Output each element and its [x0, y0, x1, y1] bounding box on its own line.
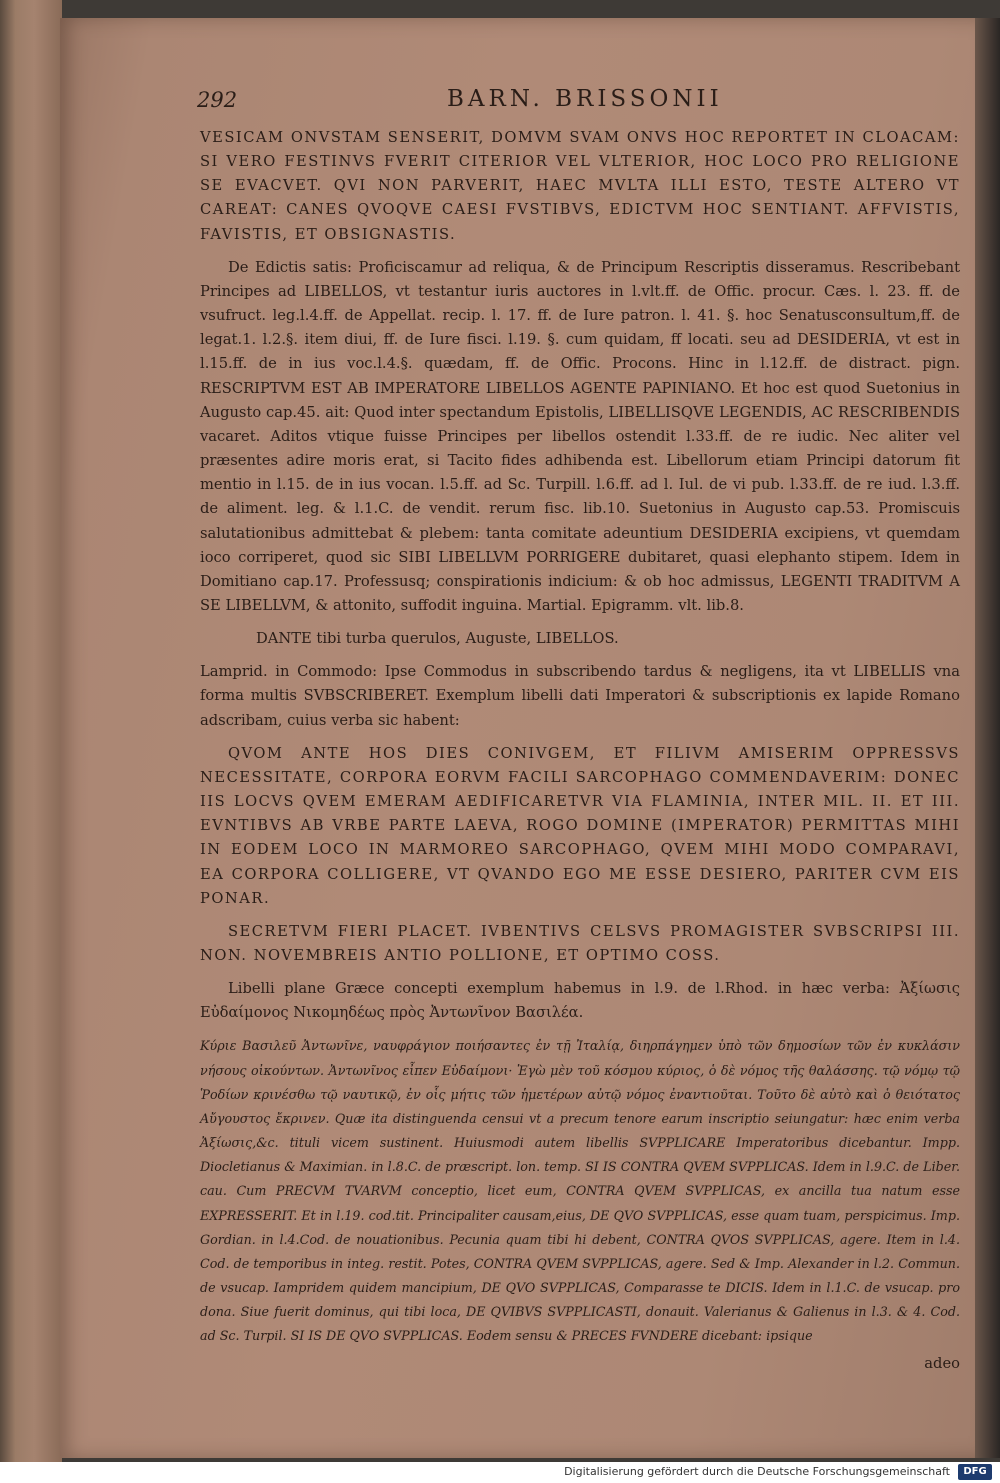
- paragraph-greek-text: Κύριε Βασιλεῦ Ἀντωνῖνε, ναυφράγιον ποιήσαντες ἐν τῇ Ἰταλίᾳ, διηρπάγημεν ὑπὸ τῶν δημοσίων τῶν ἐν κυκλάσιν νήσους οἰκούντων. Ἀντωνῖνος εἶπεν Εὐδαίμονι· Ἐγὼ μὲν τοῦ κόσμου κύριος, ὁ δὲ νόμος τῆς θαλάσσης. τῷ νόμῳ τῷ Ῥοδίων κρινέσθω τῷ ναυτικῷ, ἐν οἷς μήτις τῶν ἡμετέρων αὐτῷ νόμος ἐναντιοῦται. Τοῦτο δὲ αὐτὸ καὶ ὁ θειότατος Αὔγουστος ἔκρινεν. Quæ ita distinguenda censui vt a precum tenore earum inscriptio seiungatur: hæc enim verba Ἀξίωσις,&c. tituli vicem sustinent. Huiusmodi autem libellis SVPPLICARE Imperatoribus dicebantur. Impp. Diocletianus & Maximian. in l.8.C. de præscript. lon. temp. SI IS CONTRA QVEM SVPPLICAS. Idem in l.9.C. de Liber. cau. Cum PRECVM TVARVM conceptio, licet eum, CONTRA QVEM SVPPLICAS, ex ancilla tua natum esse EXPRESSERIT. Et in l.19. cod.tit. Principaliter causam,eius, DE QVO SVPPLICAS, esse quam tuam, perspicimus. Imp. Gordian. in l.4.Cod. de nouationibus. Pecunia quam tibi hi debent, CONTRA QVOS SVPPLICAS, agere. Item in l.4. Cod. de temporibus in integ. restit. Potes, CONTRA QVEM SVPPLICAS, agere. Sed & Imp. Alexander in l.2. Commun. de vsucap. Iampridem quidem mancipium, DE QVO SVPPLICAS, Comparasse te DICIS. Idem in l.1.C. de vsucap. pro dona. Siue fuerit dominus, qui tibi loca, DE QVIBVS SVPPLICASTI, donauit. Valerianus & Galienus in l.3. & 4. Cod. ad Sc. Turpil. SI IS DE QVO SVPPLICAS. Eodem sensu & PRECES FVNDERE dicebant: ipsique: [200, 1038, 960, 1344]
- book-fore-edge: [0, 0, 62, 1462]
- running-head-title: BARN. BRISSONII: [447, 86, 723, 112]
- paragraph-subscription: SECRETVM FIERI PLACET. IVBENTIVS CELSVS PROMAGISTER SVBSCRIPSI III. NON. NOVEMBREIS ANTIO POLLIONE, ET OPTIMO COSS.: [200, 922, 960, 964]
- paragraph-lamprid: Lamprid. in Commodo: Ipse Commodus in subscribendo tardus & negligens, ita vt LIBELLIS vna forma multis SVBSCRIBERET. Exemplum libelli dati Imperatori & subscriptionis ex lapide Romano adscribam, cuius verba sic habent:: [200, 663, 960, 729]
- paragraph-rescripts: De Edictis satis: Proficiscamur ad reliqua, & de Principum Rescriptis disseramus. Rescribebant Principes ad LIBELLOS, vt testantur iuris auctores in l.vlt.ff. de Offic. procur. Cæs. l. 23. ff. de vsufruct. leg.l.4.ff. de Appellat. recip. l. 17. ff. de Iure patron. l. 41. §. hoc Senatusconsultum,ff. de legat.1. l.2.§. item diui, ff. de Iure fisci. l.19. §. cum quidam, ff locati. seu ad DESIDERIA, vt est in l.15.ff. de in ius voc.l.4.§. quædam, ff. de Offic. Procons. Hinc in l.12.ff. de distract. pign. RESCRIPTVM EST AB IMPERATORE LIBELLOS AGENTE PAPINIANO. Et hoc est quod Suetonius in Augusto cap.45. ait: Quod inter spectandum Epistolis, LIBELLISQVE LEGENDIS, AC RESCRIBENDIS vacaret. Aditos vtique fuisse Principes per libellos ostendit l.33.ff. de re iudic. Nec aliter vel præsentes adire moris erat, si Tacito fides adhibenda est. Libellorum etiam Principi datorum fit mentio in l.15. de in ius vocan. l.5.ff. ad Sc. Turpill. l.6.ff. ad l. Iul. de vi pub. l.33.ff. de re iud. l.3.ff. de aliment. leg. & l.1.C. de vendit. rerum fisc. lib.10. Suetonius in Augusto cap.53. Promiscuis salutationibus admittebat & plebem: tanta comitate adeuntium DESIDERIA excipiens, vt quemdam ioco corriperet, quod sic SIBI LIBELLVM PORRIGERE dubitaret, quasi elephanto stipem. Idem in Domitiano cap.17. Professusq; conspirationis indicium: & ob hoc admissus, LEGENTI TRADITVM A SE LIBELLVM, & attonito, suffodit inguina. Martial. Epigramm. vlt. lib.8.: [200, 258, 960, 614]
- running-head: [197, 88, 957, 124]
- funding-notice: Digitalisierung gefördert durch die Deutsche Forschungsgemeinschaft: [564, 1465, 950, 1478]
- paragraph-martial-verse: DANTE tibi turba querulos, Auguste, LIBELLOS.: [256, 630, 619, 648]
- paragraph-greek-libellus: Libelli plane Græce concepti exemplum habemus in l.9. de l.Rhod. in hæc verba: Ἀξίωσις Εὐδαίμονος Νικομηδέως πρὸς Ἀντωνῖνον Βασιλέα.: [200, 980, 960, 1022]
- paragraph-inscription: QVOM ANTE HOS DIES CONIVGEM, ET FILIVM AMISERIM OPPRESSVS NECESSITATE, CORPORA EORVM FACILI SARCOPHAGO COMMENDAVERIM: DONEC IIS LOCVS QVEM EMERAM AEDIFICARETVR VIA FLAMINIA, INTER MIL. II. ET III. EVNTIBVS AB VRBE PARTE LAEVA, ROGO DOMINE (IMPERATOR) PERMITTAS MIHI IN EODEM LOCO IN MARMOREO SARCOPHAGO, QVEM MIHI MODO COMPARAVI, EA CORPORA COLLIGERE, VT QVANDO EGO ME ESSE DESIERO, PARITER CVM EIS PONAR.: [200, 744, 960, 907]
- page-body: [200, 126, 960, 1385]
- page-right-edge: [975, 18, 1000, 1458]
- paragraph-edict-end: VESICAM ONVSTAM SENSERIT, DOMVM SVAM ONVS HOC REPORTET IN CLOACAM: SI VERO FESTINVS FVERIT CITERIOR VEL VLTERIOR, HOC LOCO PRO RELIGIONE SE EVACVET. QVI NON PARVERIT, HAEC MVLTA ILLI ESTO, TESTE ALTERO VT CAREAT: CANES QVOQVE CAESI FVSTIBVS, EDICTVM HOC SENTIANT. AFFVISTIS, FAVISTIS, ET OBSIGNASTIS.: [200, 129, 960, 243]
- catchword: adeo: [924, 1354, 960, 1372]
- dfg-logo: DFG: [958, 1464, 992, 1480]
- page-number: 292: [197, 88, 238, 112]
